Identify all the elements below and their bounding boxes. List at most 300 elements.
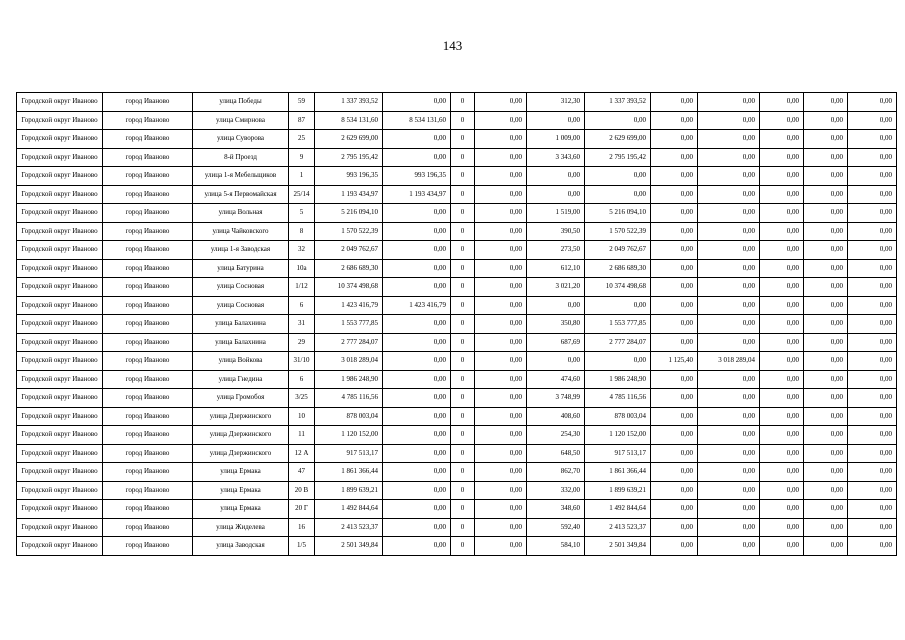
street-cell: улица Дзержинского: [193, 426, 289, 445]
municipality-cell: Городской округ Иваново: [17, 93, 103, 112]
area-cell: 474,60: [527, 370, 585, 389]
total-cost-cell: 1 193 434,97: [315, 185, 383, 204]
cost-cell: 1 423 416,79: [383, 296, 451, 315]
area-cell: 0,00: [651, 481, 698, 500]
cost-cell: 8 534 131,60: [383, 111, 451, 130]
cost-cell: 0,00: [585, 185, 651, 204]
cost-cell: 0,00: [383, 370, 451, 389]
municipality-cell: Городской округ Иваново: [17, 259, 103, 278]
table-row: [17, 500, 897, 519]
count-cell: 0: [451, 278, 475, 297]
house-number-cell: 1/5: [289, 537, 315, 556]
cost-cell: 0,00: [698, 167, 760, 186]
cost-cell: 0,00: [383, 463, 451, 482]
area-cell: 3 343,60: [527, 148, 585, 167]
area-cell: 0,00: [651, 93, 698, 112]
municipality-cell: Городской округ Иваново: [17, 204, 103, 223]
cost-cell: 0,00: [760, 370, 804, 389]
area-cell: 390,50: [527, 222, 585, 241]
cost-cell: 0,00: [804, 500, 848, 519]
cost-cell: 0,00: [698, 444, 760, 463]
area-cell: 0,00: [651, 204, 698, 223]
cost-cell: 0,00: [760, 296, 804, 315]
table-body: [17, 93, 897, 556]
cost-cell: 0,00: [804, 93, 848, 112]
cost-cell: 0,00: [804, 148, 848, 167]
area-cell: 1 009,00: [527, 130, 585, 149]
municipality-cell: Городской округ Иваново: [17, 370, 103, 389]
count-cell: 0: [451, 93, 475, 112]
cost-cell: 0,00: [475, 315, 527, 334]
table-row: [17, 111, 897, 130]
cost-cell: 0,00: [848, 407, 897, 426]
area-cell: 0,00: [651, 407, 698, 426]
settlement-cell: город Иваново: [103, 500, 193, 519]
house-number-cell: 25/14: [289, 185, 315, 204]
area-cell: 332,00: [527, 481, 585, 500]
house-number-cell: 31/10: [289, 352, 315, 371]
area-cell: 0,00: [651, 259, 698, 278]
area-cell: 3 748,99: [527, 389, 585, 408]
cost-cell: 0,00: [475, 167, 527, 186]
cost-cell: 1 193 434,97: [383, 185, 451, 204]
total-cost-cell: 5 216 094,10: [315, 204, 383, 223]
settlement-cell: город Иваново: [103, 426, 193, 445]
cost-cell: 0,00: [383, 352, 451, 371]
cost-cell: 0,00: [760, 389, 804, 408]
street-cell: улица Суворова: [193, 130, 289, 149]
municipality-cell: Городской округ Иваново: [17, 241, 103, 260]
area-cell: 0,00: [651, 500, 698, 519]
cost-cell: 0,00: [760, 463, 804, 482]
house-number-cell: 3/25: [289, 389, 315, 408]
cost-cell: 0,00: [804, 130, 848, 149]
municipality-cell: Городской округ Иваново: [17, 130, 103, 149]
cost-cell: 0,00: [804, 241, 848, 260]
total-cost-cell: 10 374 498,68: [315, 278, 383, 297]
settlement-cell: город Иваново: [103, 537, 193, 556]
cost-cell: 2 795 195,42: [585, 148, 651, 167]
count-cell: 0: [451, 315, 475, 334]
total-cost-cell: 1 861 366,44: [315, 463, 383, 482]
cost-cell: 0,00: [848, 444, 897, 463]
cost-cell: 0,00: [383, 407, 451, 426]
settlement-cell: город Иваново: [103, 370, 193, 389]
street-cell: улица Сосновая: [193, 296, 289, 315]
cost-cell: 0,00: [585, 111, 651, 130]
area-cell: 0,00: [651, 518, 698, 537]
table-row: [17, 389, 897, 408]
count-cell: 0: [451, 444, 475, 463]
cost-cell: 0,00: [698, 259, 760, 278]
cost-cell: 0,00: [383, 204, 451, 223]
cost-cell: 0,00: [760, 167, 804, 186]
total-cost-cell: 1 120 152,00: [315, 426, 383, 445]
cost-cell: 2 686 689,30: [585, 259, 651, 278]
cost-cell: 0,00: [698, 407, 760, 426]
cost-cell: 0,00: [760, 222, 804, 241]
table-row: [17, 444, 897, 463]
settlement-cell: город Иваново: [103, 481, 193, 500]
cost-cell: 0,00: [804, 333, 848, 352]
count-cell: 0: [451, 148, 475, 167]
table-row: [17, 204, 897, 223]
cost-cell: 0,00: [475, 370, 527, 389]
cost-cell: 0,00: [698, 315, 760, 334]
street-cell: улица Сосновая: [193, 278, 289, 297]
cost-cell: 0,00: [698, 130, 760, 149]
cost-cell: 0,00: [848, 148, 897, 167]
cost-cell: 0,00: [848, 296, 897, 315]
cost-cell: 0,00: [383, 259, 451, 278]
cost-cell: 0,00: [383, 241, 451, 260]
area-cell: 0,00: [527, 185, 585, 204]
cost-cell: 0,00: [475, 93, 527, 112]
house-number-cell: 5: [289, 204, 315, 223]
area-cell: 0,00: [651, 537, 698, 556]
count-cell: 0: [451, 500, 475, 519]
count-cell: 0: [451, 370, 475, 389]
house-number-cell: 6: [289, 370, 315, 389]
street-cell: 8-й Проезд: [193, 148, 289, 167]
settlement-cell: город Иваново: [103, 222, 193, 241]
area-cell: 0,00: [651, 185, 698, 204]
total-cost-cell: 2 629 699,00: [315, 130, 383, 149]
area-cell: 0,00: [651, 444, 698, 463]
area-cell: 0,00: [651, 111, 698, 130]
house-number-cell: 59: [289, 93, 315, 112]
cost-cell: 3 018 289,04: [698, 352, 760, 371]
cost-cell: 0,00: [383, 518, 451, 537]
cost-cell: 0,00: [848, 315, 897, 334]
cost-cell: 0,00: [760, 185, 804, 204]
table-row: [17, 130, 897, 149]
cost-cell: 917 513,17: [585, 444, 651, 463]
area-cell: 687,69: [527, 333, 585, 352]
cost-cell: 0,00: [475, 130, 527, 149]
cost-cell: 2 413 523,37: [585, 518, 651, 537]
cost-cell: 0,00: [383, 481, 451, 500]
cost-cell: 1 337 393,52: [585, 93, 651, 112]
cost-cell: 0,00: [475, 204, 527, 223]
area-cell: 350,80: [527, 315, 585, 334]
settlement-cell: город Иваново: [103, 93, 193, 112]
cost-cell: 0,00: [475, 500, 527, 519]
street-cell: улица 1-я Мебельщиков: [193, 167, 289, 186]
house-number-cell: 10а: [289, 259, 315, 278]
street-cell: улица Чайковского: [193, 222, 289, 241]
cost-cell: 0,00: [698, 389, 760, 408]
cost-cell: 0,00: [698, 370, 760, 389]
cost-cell: 1 899 639,21: [585, 481, 651, 500]
count-cell: 0: [451, 130, 475, 149]
cost-cell: 0,00: [475, 352, 527, 371]
cost-cell: 0,00: [848, 204, 897, 223]
cost-cell: 0,00: [848, 389, 897, 408]
cost-cell: 0,00: [585, 296, 651, 315]
total-cost-cell: 878 003,04: [315, 407, 383, 426]
cost-cell: 0,00: [760, 148, 804, 167]
total-cost-cell: 4 785 116,56: [315, 389, 383, 408]
count-cell: 0: [451, 481, 475, 500]
cost-cell: 0,00: [760, 537, 804, 556]
cost-cell: 0,00: [804, 481, 848, 500]
cost-cell: 2 501 349,84: [585, 537, 651, 556]
cost-cell: 0,00: [760, 130, 804, 149]
cost-cell: 0,00: [848, 352, 897, 371]
area-cell: 0,00: [651, 148, 698, 167]
area-cell: 612,10: [527, 259, 585, 278]
house-number-cell: 12 А: [289, 444, 315, 463]
cost-cell: 0,00: [475, 537, 527, 556]
table-row: [17, 426, 897, 445]
area-cell: 1 125,40: [651, 352, 698, 371]
cost-cell: 0,00: [760, 111, 804, 130]
cost-cell: 2 629 699,00: [585, 130, 651, 149]
cost-cell: 0,00: [804, 222, 848, 241]
cost-cell: 0,00: [848, 463, 897, 482]
data-table: [16, 92, 897, 556]
area-cell: 0,00: [527, 296, 585, 315]
street-cell: улица Жиделева: [193, 518, 289, 537]
street-cell: улица Ермака: [193, 463, 289, 482]
total-cost-cell: 1 986 248,90: [315, 370, 383, 389]
house-number-cell: 87: [289, 111, 315, 130]
cost-cell: 0,00: [698, 241, 760, 260]
cost-cell: 0,00: [475, 333, 527, 352]
count-cell: 0: [451, 296, 475, 315]
house-number-cell: 32: [289, 241, 315, 260]
cost-cell: 0,00: [475, 185, 527, 204]
settlement-cell: город Иваново: [103, 185, 193, 204]
cost-cell: 0,00: [848, 481, 897, 500]
settlement-cell: город Иваново: [103, 333, 193, 352]
cost-cell: 0,00: [848, 111, 897, 130]
cost-cell: 0,00: [475, 444, 527, 463]
count-cell: 0: [451, 204, 475, 223]
cost-cell: 10 374 498,68: [585, 278, 651, 297]
settlement-cell: город Иваново: [103, 167, 193, 186]
total-cost-cell: 2 501 349,84: [315, 537, 383, 556]
cost-cell: 1 570 522,39: [585, 222, 651, 241]
cost-cell: 0,00: [698, 93, 760, 112]
cost-cell: 0,00: [804, 315, 848, 334]
table-row: [17, 333, 897, 352]
cost-cell: 0,00: [698, 481, 760, 500]
street-cell: улица Батурина: [193, 259, 289, 278]
cost-cell: 0,00: [760, 93, 804, 112]
table-row: [17, 259, 897, 278]
cost-cell: 0,00: [804, 296, 848, 315]
municipality-cell: Городской округ Иваново: [17, 315, 103, 334]
table-row: [17, 407, 897, 426]
total-cost-cell: 917 513,17: [315, 444, 383, 463]
total-cost-cell: 993 196,35: [315, 167, 383, 186]
house-number-cell: 25: [289, 130, 315, 149]
cost-cell: 0,00: [475, 259, 527, 278]
street-cell: улица Заводская: [193, 537, 289, 556]
area-cell: 0,00: [527, 167, 585, 186]
house-number-cell: 47: [289, 463, 315, 482]
cost-cell: 0,00: [383, 500, 451, 519]
table-row: [17, 148, 897, 167]
settlement-cell: город Иваново: [103, 389, 193, 408]
cost-cell: 1 120 152,00: [585, 426, 651, 445]
cost-cell: 0,00: [760, 333, 804, 352]
cost-cell: 0,00: [475, 296, 527, 315]
area-cell: 408,60: [527, 407, 585, 426]
cost-cell: 0,00: [383, 278, 451, 297]
cost-cell: 0,00: [804, 185, 848, 204]
cost-cell: 5 216 094,10: [585, 204, 651, 223]
area-cell: 3 021,20: [527, 278, 585, 297]
area-cell: 0,00: [651, 389, 698, 408]
cost-cell: 0,00: [848, 185, 897, 204]
page-number: 143: [442, 38, 463, 53]
total-cost-cell: 8 534 131,60: [315, 111, 383, 130]
house-number-cell: 8: [289, 222, 315, 241]
total-cost-cell: 3 018 289,04: [315, 352, 383, 371]
cost-cell: 0,00: [848, 278, 897, 297]
cost-cell: 0,00: [804, 463, 848, 482]
settlement-cell: город Иваново: [103, 148, 193, 167]
house-number-cell: 9: [289, 148, 315, 167]
cost-cell: 1 553 777,85: [585, 315, 651, 334]
settlement-cell: город Иваново: [103, 259, 193, 278]
cost-cell: 878 003,04: [585, 407, 651, 426]
cost-cell: 0,00: [760, 407, 804, 426]
cost-cell: 1 492 844,64: [585, 500, 651, 519]
count-cell: 0: [451, 259, 475, 278]
table-row: [17, 241, 897, 260]
settlement-cell: город Иваново: [103, 315, 193, 334]
cost-cell: 0,00: [698, 537, 760, 556]
house-number-cell: 31: [289, 315, 315, 334]
street-cell: улица Дзержинского: [193, 444, 289, 463]
cost-cell: 0,00: [475, 111, 527, 130]
cost-cell: 0,00: [804, 389, 848, 408]
cost-cell: 0,00: [848, 222, 897, 241]
area-cell: 0,00: [651, 370, 698, 389]
area-cell: 0,00: [651, 167, 698, 186]
settlement-cell: город Иваново: [103, 278, 193, 297]
street-cell: улица Балахнина: [193, 333, 289, 352]
cost-cell: 0,00: [383, 537, 451, 556]
cost-cell: 0,00: [383, 315, 451, 334]
table-row: [17, 481, 897, 500]
cost-cell: 0,00: [848, 241, 897, 260]
cost-cell: 0,00: [475, 241, 527, 260]
cost-cell: 0,00: [383, 389, 451, 408]
area-cell: 312,30: [527, 93, 585, 112]
cost-cell: 0,00: [698, 278, 760, 297]
cost-cell: 0,00: [698, 333, 760, 352]
street-cell: улица Победы: [193, 93, 289, 112]
area-cell: 348,60: [527, 500, 585, 519]
area-cell: 0,00: [651, 222, 698, 241]
settlement-cell: город Иваново: [103, 352, 193, 371]
cost-cell: 0,00: [848, 518, 897, 537]
cost-cell: 0,00: [475, 407, 527, 426]
count-cell: 0: [451, 463, 475, 482]
area-cell: 0,00: [651, 463, 698, 482]
cost-cell: 0,00: [848, 167, 897, 186]
table-row: [17, 370, 897, 389]
cost-cell: 0,00: [475, 148, 527, 167]
table-row: [17, 222, 897, 241]
street-cell: улица Ермака: [193, 500, 289, 519]
area-cell: 0,00: [651, 241, 698, 260]
cost-cell: 1 861 366,44: [585, 463, 651, 482]
cost-cell: 0,00: [698, 426, 760, 445]
cost-cell: 0,00: [848, 333, 897, 352]
cost-cell: 0,00: [760, 259, 804, 278]
cost-cell: 0,00: [383, 426, 451, 445]
area-cell: 0,00: [651, 333, 698, 352]
area-cell: 254,30: [527, 426, 585, 445]
house-number-cell: 6: [289, 296, 315, 315]
house-number-cell: 20 В: [289, 481, 315, 500]
street-cell: улица 5-я Первомайская: [193, 185, 289, 204]
cost-cell: 0,00: [698, 204, 760, 223]
municipality-cell: Городской округ Иваново: [17, 352, 103, 371]
house-number-cell: 29: [289, 333, 315, 352]
house-number-cell: 1/12: [289, 278, 315, 297]
municipality-cell: Городской округ Иваново: [17, 537, 103, 556]
area-cell: 0,00: [651, 296, 698, 315]
area-cell: 0,00: [527, 352, 585, 371]
cost-cell: 0,00: [585, 167, 651, 186]
cost-cell: 0,00: [475, 278, 527, 297]
total-cost-cell: 2 413 523,37: [315, 518, 383, 537]
table-row: [17, 352, 897, 371]
house-number-cell: 11: [289, 426, 315, 445]
cost-cell: 0,00: [475, 518, 527, 537]
count-cell: 0: [451, 426, 475, 445]
settlement-cell: город Иваново: [103, 518, 193, 537]
municipality-cell: Городской округ Иваново: [17, 278, 103, 297]
cost-cell: 0,00: [804, 444, 848, 463]
cost-cell: 0,00: [804, 352, 848, 371]
total-cost-cell: 1 553 777,85: [315, 315, 383, 334]
count-cell: 0: [451, 185, 475, 204]
cost-cell: 0,00: [383, 444, 451, 463]
cost-cell: 0,00: [698, 500, 760, 519]
municipality-cell: Городской округ Иваново: [17, 148, 103, 167]
municipality-cell: Городской округ Иваново: [17, 111, 103, 130]
cost-cell: 0,00: [804, 537, 848, 556]
count-cell: 0: [451, 167, 475, 186]
settlement-cell: город Иваново: [103, 204, 193, 223]
cost-cell: 0,00: [804, 518, 848, 537]
area-cell: 0,00: [527, 111, 585, 130]
cost-cell: 0,00: [848, 93, 897, 112]
settlement-cell: город Иваново: [103, 407, 193, 426]
cost-cell: 0,00: [698, 185, 760, 204]
municipality-cell: Городской округ Иваново: [17, 481, 103, 500]
cost-cell: 0,00: [475, 481, 527, 500]
cost-cell: 0,00: [848, 130, 897, 149]
cost-cell: 0,00: [698, 222, 760, 241]
cost-cell: 4 785 116,56: [585, 389, 651, 408]
cost-cell: 0,00: [760, 315, 804, 334]
area-cell: 862,70: [527, 463, 585, 482]
table-row: [17, 278, 897, 297]
cost-cell: 0,00: [804, 407, 848, 426]
street-cell: улица Гнедина: [193, 370, 289, 389]
count-cell: 0: [451, 537, 475, 556]
count-cell: 0: [451, 518, 475, 537]
